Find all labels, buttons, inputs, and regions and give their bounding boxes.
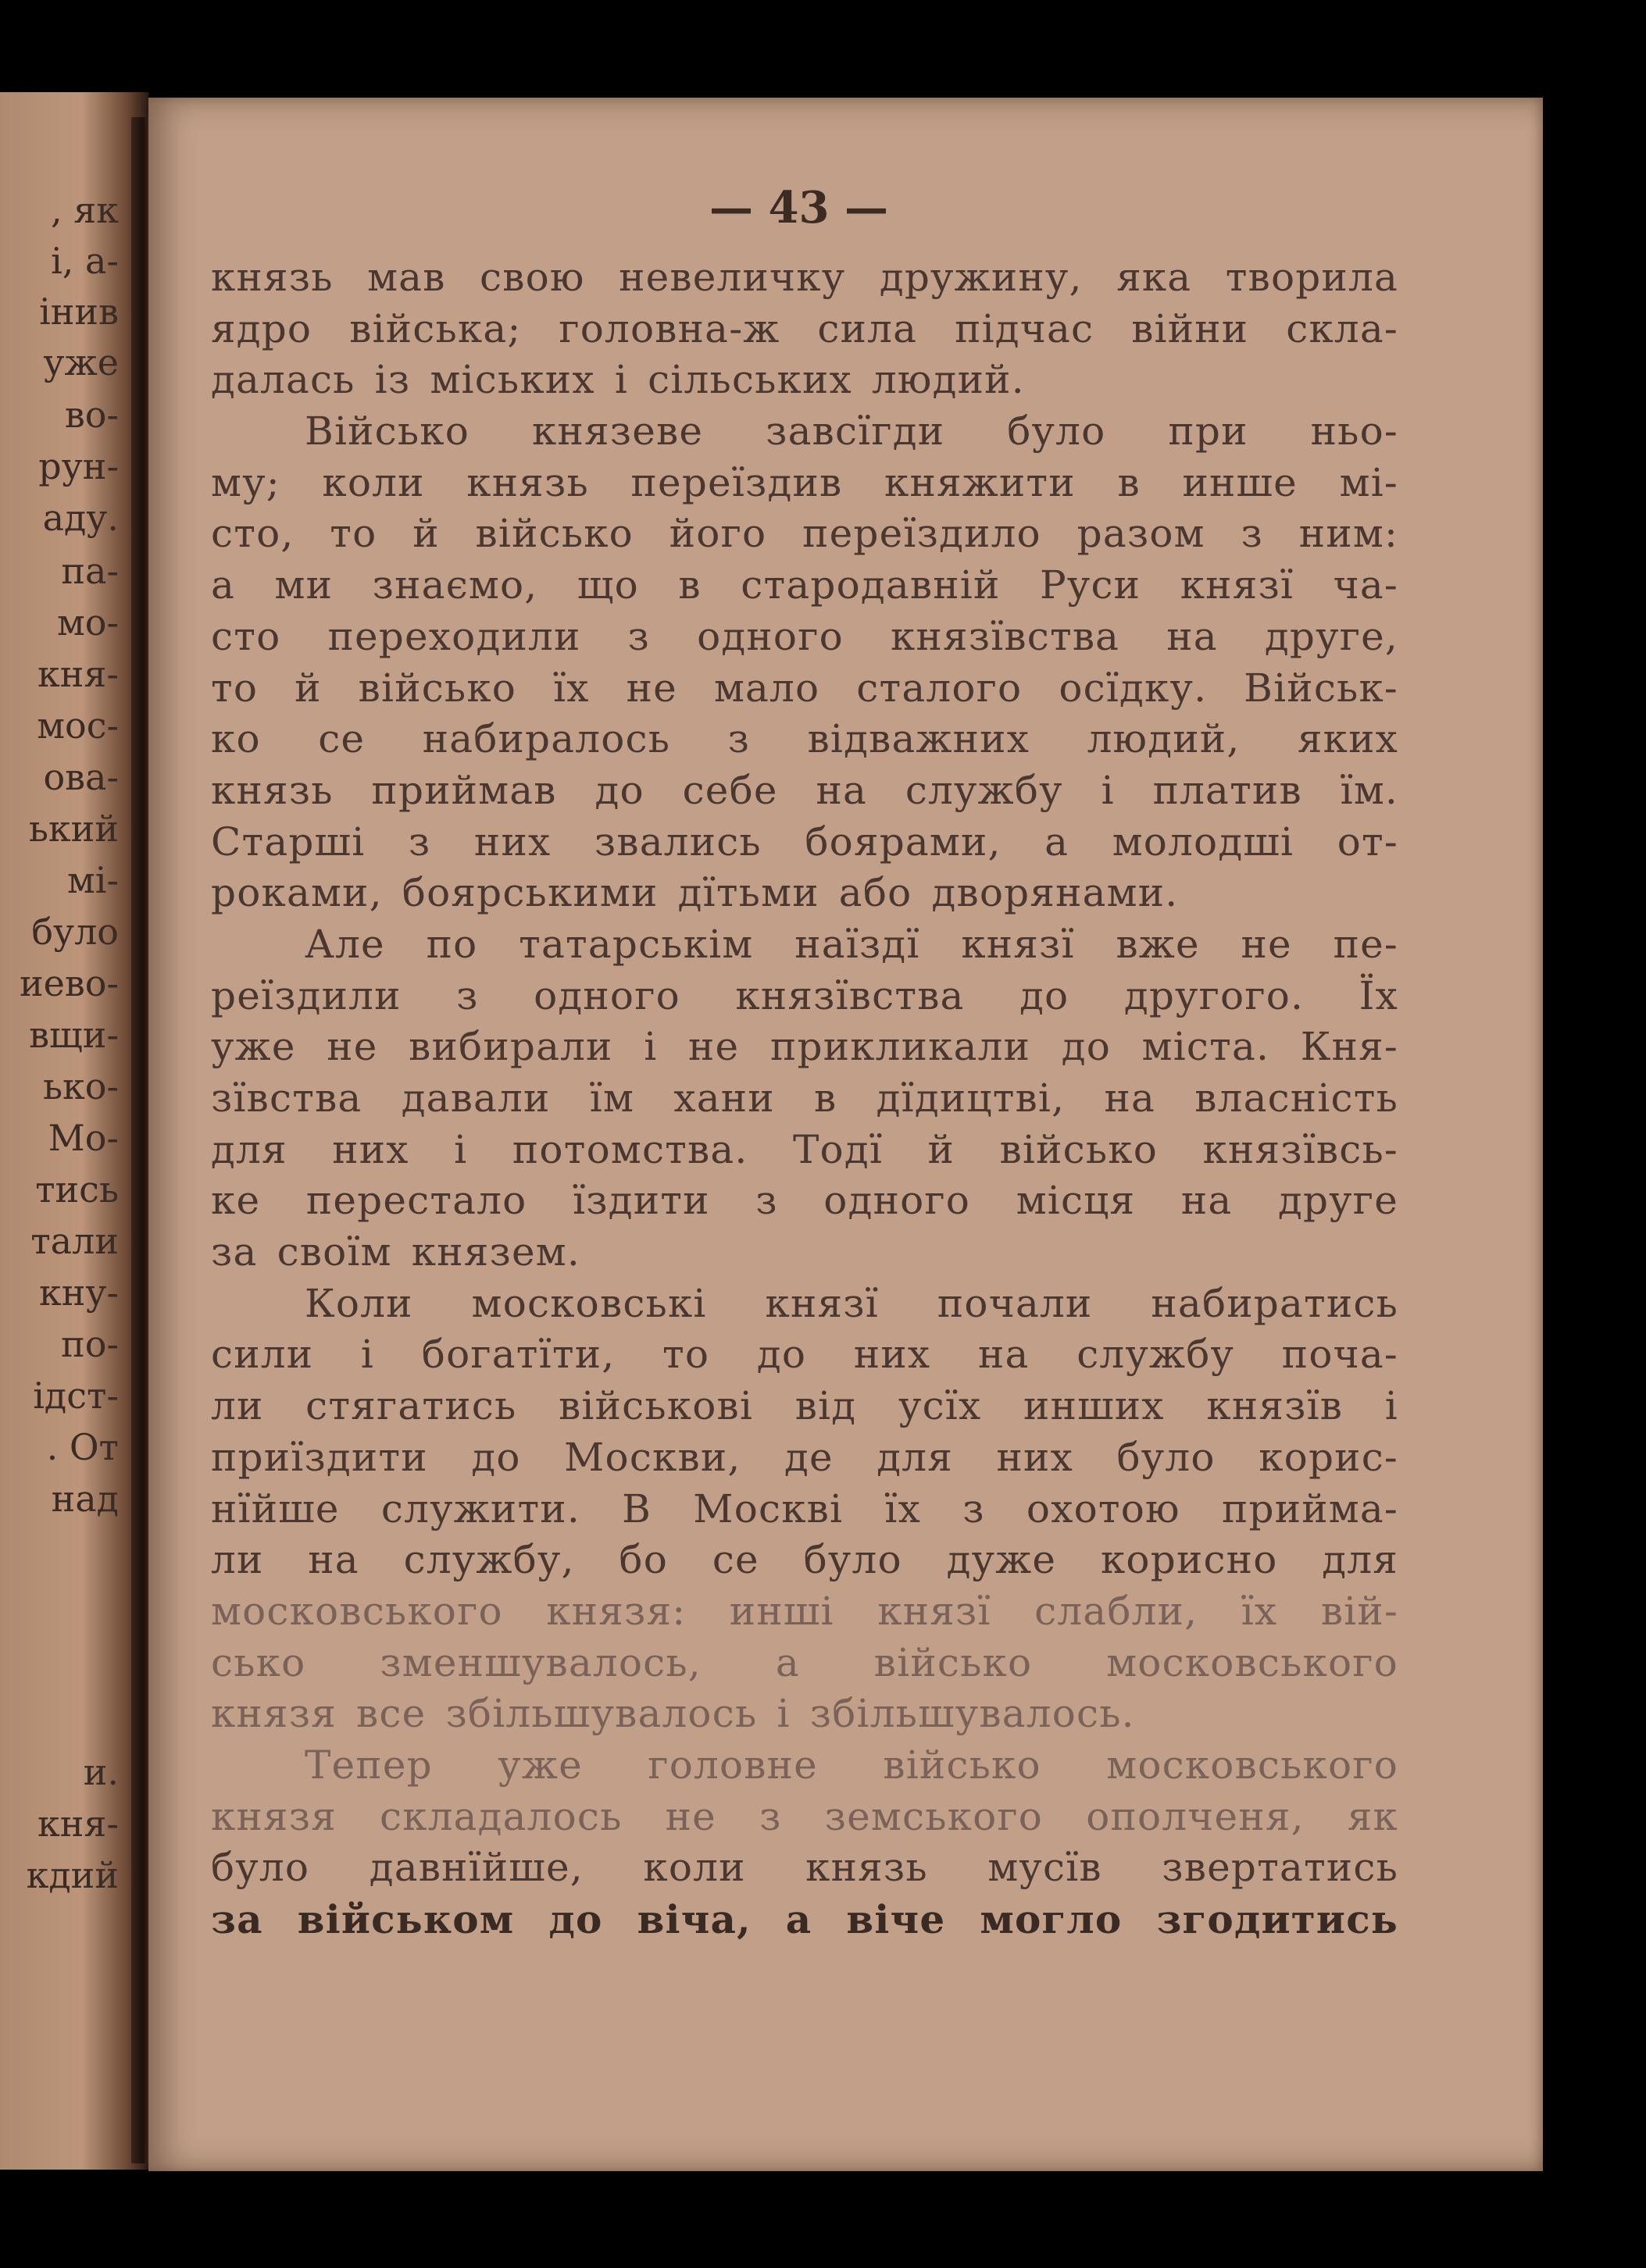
text-line: му; коли князь переїздив княжити в инше мі-	[211, 459, 1398, 505]
left-page-fragment: було	[31, 911, 119, 953]
text-line: за своїм князем.	[211, 1229, 580, 1275]
text-line: Але по татарськім наїздї князї вже не пе-	[305, 921, 1398, 967]
text-line: князя складалось не з земського ополченя, як	[211, 1793, 1398, 1839]
text-line: уже не вибирали і не прикликали до міста. Кня-	[211, 1024, 1398, 1070]
left-page-fragment: кня-	[37, 1803, 119, 1845]
left-page-fragment: , як	[50, 189, 119, 231]
left-page-fragment: мос-	[37, 704, 119, 747]
left-page-fragment: аду.	[42, 497, 119, 539]
left-page-fragment: ова-	[43, 756, 119, 798]
left-page-fragment: . От	[46, 1426, 119, 1468]
text-line: князь приймав до себе на службу і платив їм.	[211, 767, 1398, 813]
left-page-fragment: по-	[61, 1323, 119, 1365]
left-page-fragment: мі-	[66, 859, 119, 901]
text-line: реїздили з одного князївства до другого. Їх	[211, 972, 1398, 1018]
text-line: князь мав свою невеличку дружину, яка творила	[211, 255, 1398, 300]
text-line: ли на службу, бо се було дуже корисно для	[211, 1537, 1398, 1583]
page-text	[211, 252, 1398, 1945]
text-line: а ми знаємо, що в стародавній Руси князї ча-	[211, 562, 1398, 608]
text-line: роками, боярськими дїтьми або дворянами.	[211, 870, 1179, 916]
page-number: — 43 —	[709, 182, 888, 234]
left-page-fragment: во-	[64, 394, 119, 436]
text-line: Старші з них звались боярами, а молодші от-	[211, 818, 1398, 865]
text-line: було давнїйше, коли князь мусїв звертатись	[211, 1845, 1398, 1891]
left-page-fragment: тись	[35, 1168, 119, 1211]
text-line: ке перестало їздити з одного місця на друге	[211, 1178, 1398, 1224]
left-page-fragment: інив	[39, 291, 119, 333]
text-line: для них і потомства. Тодї й військо князївсь-	[211, 1126, 1398, 1172]
left-page-edge	[0, 92, 148, 2170]
text-line: ядро війська; головна-ж сила підчас війни скла-	[211, 305, 1398, 351]
text-line: ко се набиралось з відважних людий, яких	[211, 716, 1398, 762]
left-page-fragment: і, а-	[51, 240, 119, 282]
text-line: сько зменшувалось, а військо московського	[211, 1639, 1398, 1685]
left-page-fragment: рун-	[38, 445, 119, 487]
left-page-fragment: вщи-	[29, 1014, 119, 1056]
book-page	[148, 98, 1543, 2171]
left-page-fragment: ідст-	[33, 1375, 119, 1417]
text-line: сто, то й військо його переїздило разом з ним:	[211, 511, 1398, 557]
left-page-fragment: ький	[28, 808, 119, 850]
text-line: ли стягатись військові від усїх инших князїв і	[211, 1383, 1398, 1429]
text-line: то й військо їх не мало сталого осїдку. Військ-	[211, 665, 1398, 711]
left-page-fragment: тали	[30, 1220, 119, 1262]
text-line: московського князя: инші князї слабли, їх вій-	[211, 1588, 1398, 1634]
text-line: приїздити до Москви, де для них було корис-	[211, 1434, 1398, 1480]
left-page-fragment: уже	[43, 341, 119, 383]
left-page-fragment: иево-	[19, 962, 119, 1004]
text-line: Тепер уже головне військо московського	[305, 1742, 1398, 1788]
left-page-fragment: кну-	[38, 1271, 119, 1314]
left-page-fragment: кня-	[37, 653, 119, 695]
text-line: далась із міських і сільських людий.	[211, 357, 1025, 403]
left-page-fragment: и.	[83, 1751, 119, 1793]
text-line: нїйше служити. В Москві їх з охотою прийма-	[211, 1485, 1398, 1532]
left-page-fragment: ько-	[42, 1065, 119, 1107]
text-line: сили і богатїти, то до них на службу поча-	[211, 1332, 1398, 1378]
left-page-fragment: кдий	[26, 1854, 119, 1896]
left-page-fragment: над	[51, 1478, 119, 1520]
text-line: Військо князеве завсїгди було при ньо-	[305, 408, 1398, 455]
left-page-fragment: па-	[61, 550, 119, 592]
text-line: князя все збільшувалось і збільшувалось.	[211, 1691, 1135, 1737]
text-line: за військом до віча, а віче могло згодитись	[211, 1896, 1398, 1942]
text-line: зївства давали їм хани в дїдицтві, на власність	[211, 1075, 1398, 1121]
left-page-fragment: Мо-	[48, 1117, 119, 1159]
left-page-fragment: мо-	[56, 601, 119, 644]
text-line: Коли московські князї почали набиратись	[305, 1280, 1398, 1326]
text-line: сто переходили з одного князївства на друге,	[211, 613, 1398, 659]
